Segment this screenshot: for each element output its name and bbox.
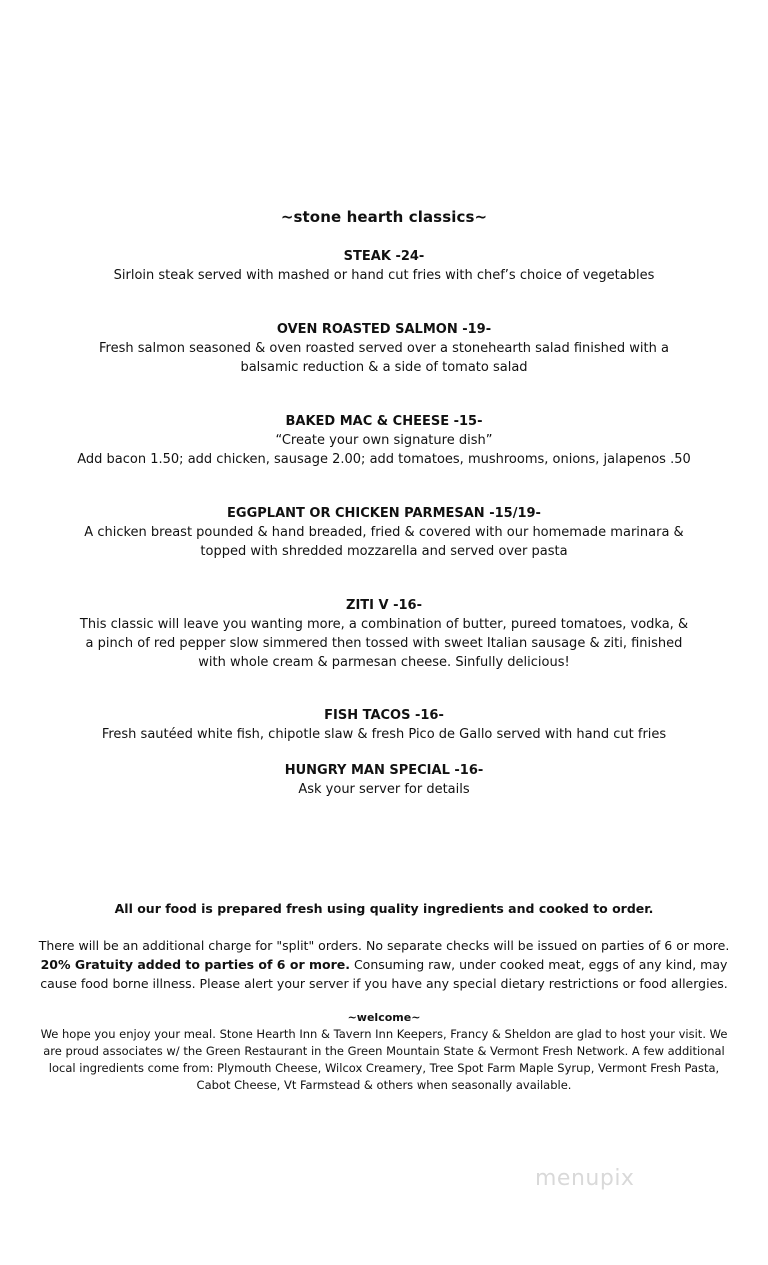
item-description-line: topped with shredded mozzarella and served over pasta [200, 544, 568, 559]
item-name: STEAK -24- [343, 249, 425, 264]
menu-item-salmon [40, 321, 728, 377]
menu-item-steak [40, 248, 728, 285]
policy-line: There will be an additional charge for "split" orders. No separate checks will be issued on parties of 6 or more. [38, 938, 730, 953]
fresh-note: All our food is prepared fresh using quality ingredients and cooked to order. [114, 901, 654, 916]
item-name: OVEN ROASTED SALMON -19- [276, 322, 492, 337]
item-description-line: Add bacon 1.50; add chicken, sausage 2.00; add tomatoes, mushrooms, onions, jalapenos .50 [77, 452, 691, 467]
gratuity-notice: 20% Gratuity added to parties of 6 or more. [40, 957, 350, 972]
item-description-line: Fresh salmon seasoned & oven roasted served over a stonehearth salad finished with a [99, 341, 669, 356]
welcome-line: are proud associates w/ the Green Restaurant in the Green Mountain State & Vermont Fresh Network. A few additional [43, 1044, 725, 1058]
item-description-line: A chicken breast pounded & hand breaded, fried & covered with our homemade marinara & [84, 525, 684, 540]
policy-line [20, 955, 748, 974]
welcome-line: Cabot Cheese, Vt Farmstead & others when seasonally available. [196, 1078, 572, 1092]
menu-item-mac-cheese [40, 413, 728, 469]
policy-text: Consuming raw, under cooked meat, eggs of any kind, may [349, 957, 728, 972]
item-description-line: balsamic reduction & a side of tomato salad [240, 360, 528, 375]
policy-block [20, 936, 748, 993]
item-description-line: “Create your own signature dish” [275, 433, 493, 448]
policy-line: cause food borne illness. Please alert your server if you have any special dietary restrictions or food allergies. [40, 976, 728, 991]
menu-item-fish-tacos [40, 707, 728, 744]
menu-item-hungry-man [40, 762, 728, 799]
item-description-line: Ask your server for details [298, 782, 470, 797]
watermark-logo: menupix [535, 1166, 635, 1191]
item-name: ZITI V -16- [346, 598, 422, 613]
item-name: FISH TACOS -16- [324, 708, 444, 723]
welcome-line: We hope you enjoy your meal. Stone Hearth Inn & Tavern Inn Keepers, Francy & Sheldon are glad to host your visit. We [40, 1027, 728, 1041]
section-title: ~stone hearth classics~ [280, 208, 488, 226]
welcome-title: ~welcome~ [347, 1011, 421, 1024]
item-description-line: This classic will leave you wanting more, a combination of butter, pureed tomatoes, vodka, & [79, 617, 689, 632]
item-description-line: a pinch of red pepper slow simmered then tossed with sweet Italian sausage & ziti, finished [85, 636, 683, 651]
menu-item-ziti-v [40, 597, 728, 672]
welcome-line: local ingredients come from: Plymouth Cheese, Wilcox Creamery, Tree Spot Farm Maple Syrup, Vermont Fresh Pasta, [48, 1061, 720, 1075]
item-name: EGGPLANT OR CHICKEN PARMESAN -15/19- [227, 506, 541, 521]
welcome-block [20, 1010, 748, 1094]
item-name: HUNGRY MAN SPECIAL -16- [284, 763, 484, 778]
fresh-note-block [20, 900, 748, 918]
menu-item-parmesan [40, 505, 728, 561]
item-description-line: Fresh sautéed white fish, chipotle slaw & fresh Pico de Gallo served with hand cut fries [101, 727, 667, 742]
item-description-line: with whole cream & parmesan cheese. Sinfully delicious! [198, 655, 570, 670]
item-description-line: Sirloin steak served with mashed or hand cut fries with chef’s choice of vegetables [113, 268, 655, 283]
item-name: BAKED MAC & CHEESE -15- [285, 414, 483, 429]
